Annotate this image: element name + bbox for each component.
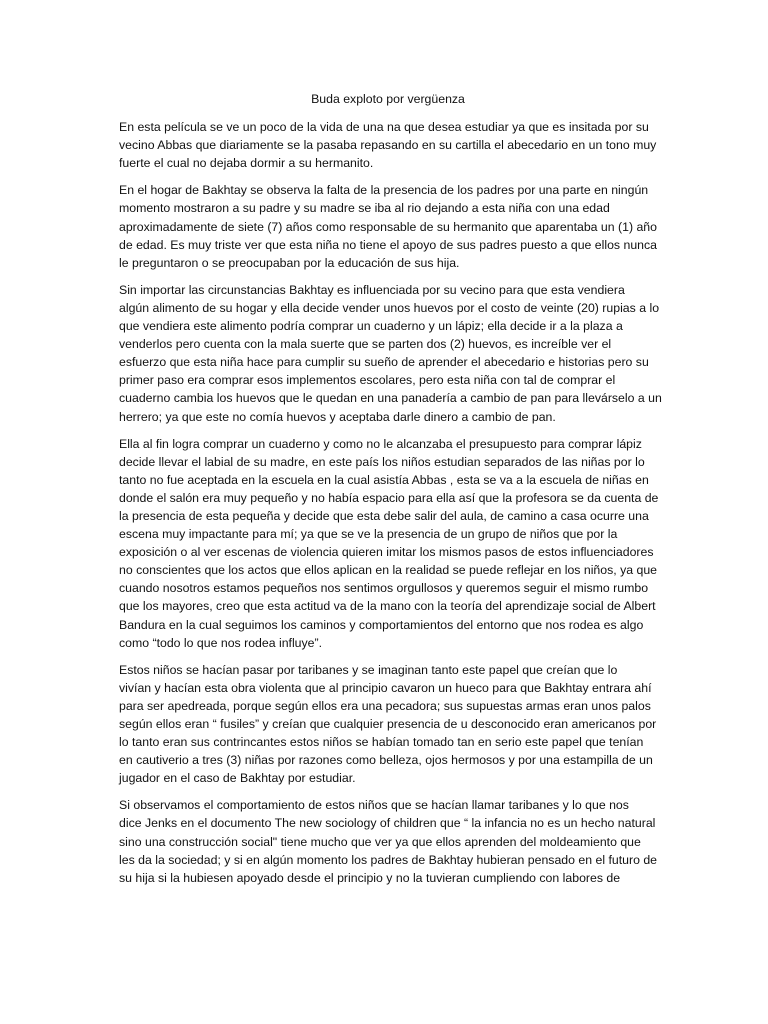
- text-line: le preguntaron o se preocupaban por la educación de sus hija.: [119, 255, 460, 270]
- text-line: lo tanto eran sus contrincantes estos niños se habían tomado tan en serio este papel que tenían: [119, 735, 644, 750]
- text-line: que los mayores, creo que esta actitud va de la mano con la teoría del aprendizaje social de Albert: [119, 599, 656, 614]
- text-line: para ser apedreada, porque según ellos era una pecadora; sus supuestas armas eran unos palos: [119, 698, 651, 713]
- text-line: Ella al fin logra comprar un cuaderno y como no le alcanzaba el presupuesto para comprar lápiz: [119, 436, 642, 451]
- text-line: algún alimento de su hogar y ella decide vender unos huevos por el costo de veinte (20) rupias a lo: [119, 300, 660, 315]
- text-line: según ellos eran “ fusiles” y creían que cualquier presencia de u desconocido eran americanos por: [119, 717, 657, 731]
- text-line: cuaderno cambia los huevos que le quedan en una panadería a cambio de pan para llevárselo a un: [119, 391, 662, 406]
- text-line: vivían y hacían esta obra violenta que al principio cavaron un hueco para que Bakhtay entrara ahí: [119, 680, 652, 695]
- text-line: exposición o al ver escenas de violencia quieren imitar los mismos pasos de estos influenciadores: [119, 545, 654, 560]
- document-title: Buda exploto por vergüenza: [311, 92, 465, 106]
- paragraph: [108, 661, 660, 788]
- text-line: momento mostraron a su padre y su madre se iba al rio dejando a esta niña con una edad: [119, 201, 610, 216]
- paragraph: [108, 796, 660, 886]
- text-line: En esta película se ve un poco de la vida de una na que desea estudiar ya que es insitada por su: [119, 120, 649, 135]
- text-line: Sin importar las circunstancias Bakhtay es influenciada por su vecino para que esta vendiera: [119, 282, 625, 297]
- text-line: escena muy impactante para mí; ya que se ve la presencia de un grupo de niños que por la: [119, 527, 618, 542]
- text-line: como “todo lo que nos rodea influye”.: [119, 635, 323, 650]
- text-line: Estos niños se hacían pasar por taribanes y se imaginan tanto este papel que creían que lo: [119, 662, 618, 677]
- document-page: [108, 90, 660, 896]
- text-line: en cautiverio a tres (3) niñas por razones como belleza, ojos hermosos y por una estampilla de un: [119, 753, 653, 768]
- text-line: aproximadamente de siete (7) años como responsable de su hermanito que aparentaba un (1) año: [119, 219, 657, 234]
- text-line: vecino Abbas que diariamente se la pasaba repasando en su cartilla el abecedario en un tono muy: [119, 138, 657, 153]
- text-line: herrero; ya que este no comía huevos y aceptaba darle dinero a cambio de pan.: [119, 409, 556, 424]
- text-line: de edad. Es muy triste ver que esta niña no tiene el apoyo de sus padres puesto a que ellos nunca: [119, 237, 658, 252]
- paragraph: [108, 181, 660, 271]
- text-line: cuando nosotros estamos pequeños nos sentimos orgullosos y queremos seguir el mismo rumbo: [119, 581, 649, 596]
- text-line: no conscientes que los actos que ellos aplican en la realidad se puede reflejar en los niños, ya que: [119, 563, 658, 578]
- paragraph: [108, 118, 660, 172]
- text-line: decide llevar el labial de su madre, en este país los niños estudian separados de las niñas por lo: [119, 454, 645, 469]
- text-line: donde el salón era muy pequeño y no había espacio para ella así que la profesora se da cuenta de: [119, 490, 659, 505]
- document-body: [108, 118, 660, 887]
- text-line: tanto no fue aceptada en la escuela en la cual asistía Abbas , esta se va a la escuela de niñas en: [119, 472, 649, 487]
- text-line: Bandura en la cual seguimos los caminos y comportamientos del entorno que nos rodea es algo: [119, 617, 644, 632]
- text-line: jugador en el caso de Bakhtay por estudiar.: [119, 771, 356, 786]
- text-line: venderlos pero cuenta con la mala suerte que se parten dos (2) huevos, es increíble ver el: [119, 337, 612, 352]
- paragraph: [108, 281, 660, 426]
- text-line: esfuerzo que esta niña hace para cumplir su sueño de aprender el abecedario e historias pero su: [119, 355, 649, 370]
- text-line: que vendiera este alimento podría comprar un cuaderno y un lápiz; ella decide ir a la plaza a: [119, 319, 623, 334]
- text-line: su hija si la hubiesen apoyado desde el principio y no la tuvieran cumpliendo con labores de: [119, 870, 621, 885]
- text-line: la presencia de esta pequeña y decide que esta debe salir del aula, de camino a casa ocurre una: [119, 508, 649, 523]
- paragraph: [108, 435, 660, 652]
- text-line: En el hogar de Bakhtay se observa la falta de la presencia de los padres por una parte en ningún: [119, 183, 649, 198]
- text-line: dice Jenks en el documento The new sociology of children que “ la infancia no es un hecho natural: [119, 816, 656, 831]
- text-line: fuerte el cual no dejaba dormir a su hermanito.: [119, 156, 374, 171]
- text-line: les da la sociedad; y si en algún momento los padres de Bakhtay hubieran pensado en el futuro de: [119, 852, 658, 867]
- text-line: sino una construcción social" tiene mucho que ver ya que ellos aprenden del moldeamiento que: [119, 834, 641, 849]
- text-line: primer paso era comprar esos implementos escolares, pero esta niña con tal de comprar el: [119, 373, 616, 388]
- text-line: Si observamos el comportamiento de estos niños que se hacían llamar taribanes y lo que nos: [119, 798, 629, 813]
